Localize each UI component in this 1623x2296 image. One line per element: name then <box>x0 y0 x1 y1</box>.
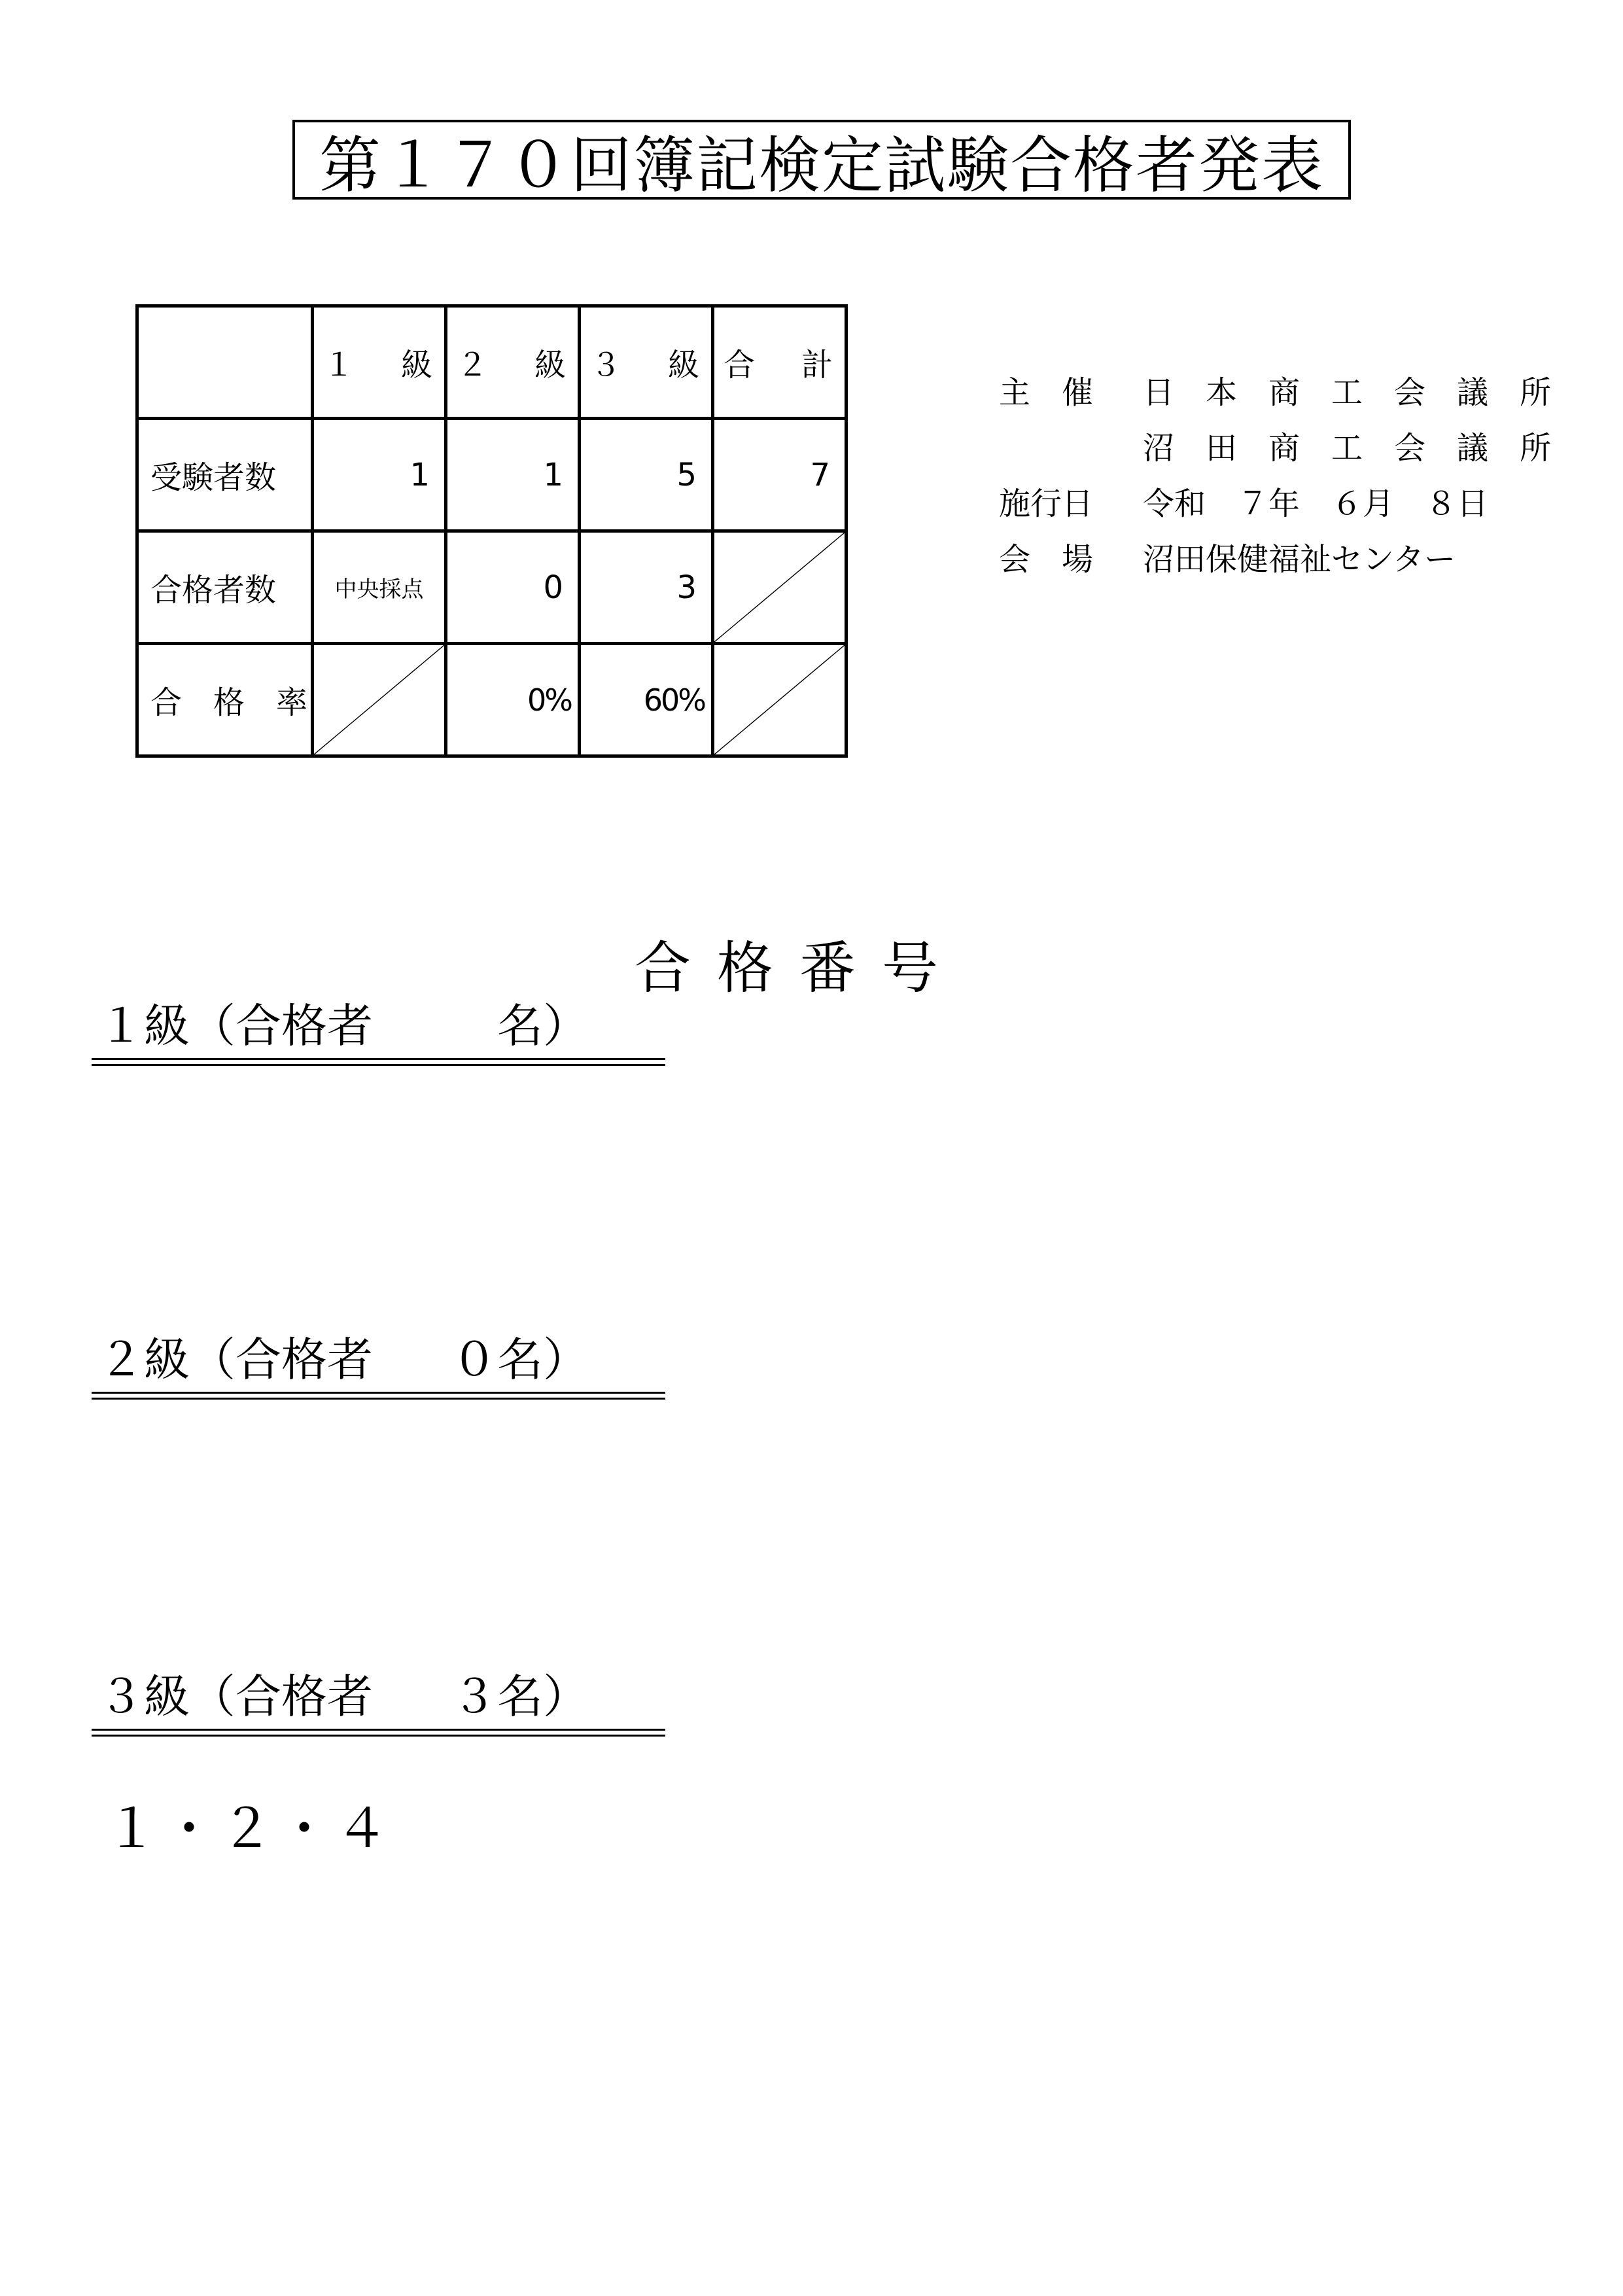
cell-examinees-grade-2: 1 <box>446 419 580 531</box>
cell-passers-total-blank <box>713 531 846 644</box>
cell-passers-grade-1: 中央採点 <box>313 531 446 644</box>
info-date-row <box>999 476 1551 532</box>
page-title: 第１７０回簿記検定試験合格者発表 <box>292 120 1351 200</box>
grade-1-label: １級（合格者 <box>98 999 373 1053</box>
date-label: 施行日 <box>999 486 1094 522</box>
venue-label: 会 場 <box>999 541 1094 578</box>
cell-examinees-total: 7 <box>713 419 846 531</box>
header-total <box>713 306 846 419</box>
host-1: 日 本 商 工 会 議 所 <box>1143 374 1552 411</box>
cell-rate-grade-3: 60% <box>580 644 713 756</box>
table-corner-cell <box>137 306 313 419</box>
cell-rate-total-blank <box>713 644 846 756</box>
info-host-row <box>999 365 1551 421</box>
info-venue-row <box>999 532 1551 588</box>
pass-numbers-heading: 合格番号 <box>635 936 964 1001</box>
info-host2-row <box>999 421 1551 476</box>
grade-1-heading <box>92 995 665 1060</box>
row-label-examinees: 受験者数 <box>137 419 313 531</box>
cell-passers-grade-3: 3 <box>580 531 713 644</box>
exam-date: 令和 ７年 ６月 ８日 <box>1143 486 1489 522</box>
header-grade-2 <box>446 306 580 419</box>
table-row-passers <box>137 531 846 644</box>
grade-2-count: ０ <box>451 1333 497 1386</box>
grade-3-pass-numbers: １・２・４ <box>105 1798 393 1860</box>
host-label: 主 催 <box>999 374 1094 411</box>
cell-examinees-grade-3: 5 <box>580 419 713 531</box>
header-grade-3-unit: 級 <box>667 347 699 383</box>
diagonal-slash <box>314 645 444 754</box>
header-grade-2-num: ２ <box>457 347 489 383</box>
table-row-examinees <box>137 419 846 531</box>
diagonal-slash <box>714 533 845 642</box>
cell-rate-grade-2: 0% <box>446 644 580 756</box>
header-total-a: 合 <box>724 347 756 383</box>
grade-3-count: ３ <box>451 1670 497 1723</box>
grade-3-heading <box>92 1665 665 1731</box>
header-grade-3-num: ３ <box>590 347 622 383</box>
cell-rate-grade-1-blank <box>313 644 446 756</box>
header-grade-3 <box>580 306 713 419</box>
grade-2-suffix: 名） <box>497 1333 589 1386</box>
diagonal-slash <box>714 645 845 754</box>
exam-info <box>999 365 1551 588</box>
header-total-b: 計 <box>801 347 833 383</box>
cell-passers-grade-2: 0 <box>446 531 580 644</box>
grade-2-label: ２級（合格者 <box>98 1333 373 1386</box>
row-label-passers: 合格者数 <box>137 531 313 644</box>
table-header-row <box>137 306 846 419</box>
venue: 沼田保健福祉センター <box>1143 541 1456 578</box>
results-table <box>135 304 848 758</box>
grade-3-label: ３級（合格者 <box>98 1670 373 1723</box>
table-row-pass-rate <box>137 644 846 756</box>
host-2: 沼 田 商 工 会 議 所 <box>1143 430 1552 467</box>
grade-2-heading <box>92 1328 665 1394</box>
row-label-pass-rate: 合 格 率 <box>137 644 313 756</box>
cell-examinees-grade-1: 1 <box>313 419 446 531</box>
header-grade-2-unit: 級 <box>534 347 566 383</box>
header-grade-1-unit: 級 <box>400 347 432 383</box>
header-grade-1-num: １ <box>323 347 355 383</box>
grade-1-suffix: 名） <box>497 999 589 1053</box>
grade-3-suffix: 名） <box>497 1670 589 1723</box>
header-grade-1 <box>313 306 446 419</box>
